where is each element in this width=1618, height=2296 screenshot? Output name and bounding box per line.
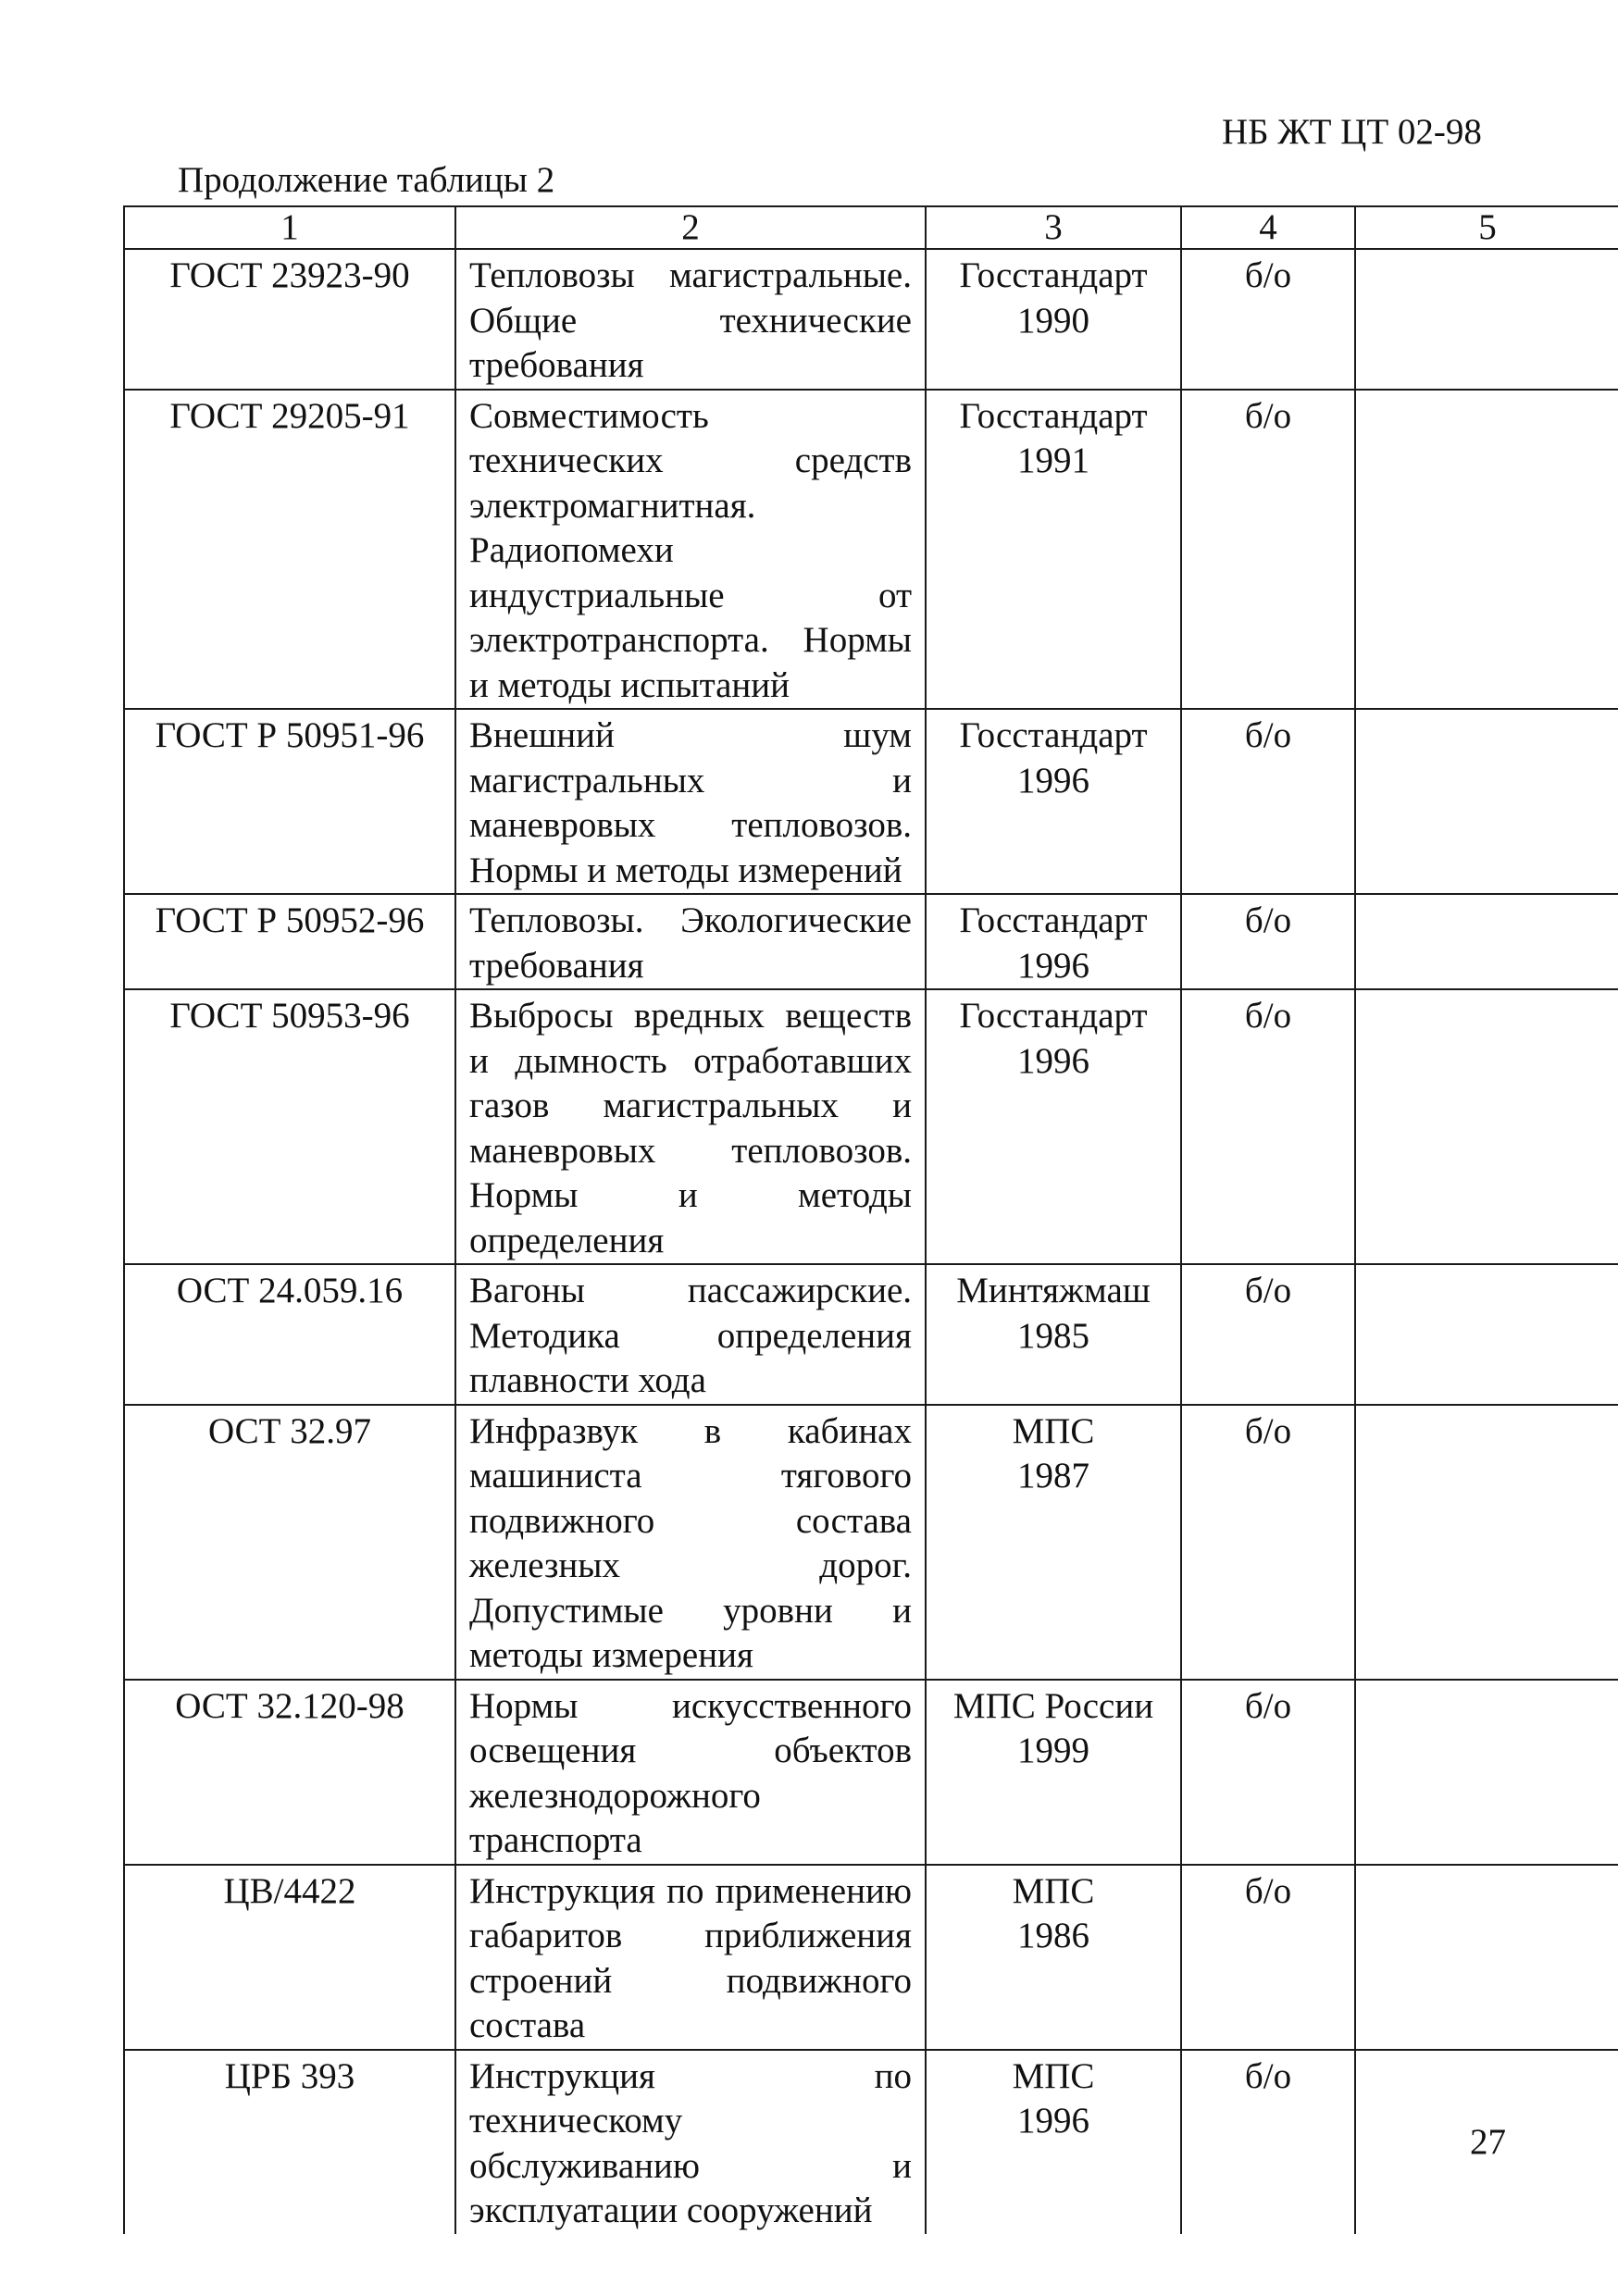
table-row bbox=[124, 249, 1618, 390]
standard-col5 bbox=[1355, 249, 1618, 390]
table-continuation-caption: Продолжение таблицы 2 bbox=[178, 160, 555, 200]
standard-note: б/о bbox=[1181, 2050, 1355, 2234]
standard-title: Нормы искусственного освещения объектов железнодорожного транспорта bbox=[455, 1680, 926, 1865]
standard-issuer bbox=[926, 1264, 1181, 1405]
issuer-name: Госстандарт bbox=[959, 395, 1148, 436]
issue-year: 1996 bbox=[1017, 1040, 1089, 1081]
issuer-name: МПС bbox=[1012, 1410, 1095, 1451]
table-row bbox=[124, 1865, 1618, 2050]
issuer-name: Минтяжмаш bbox=[956, 1271, 1151, 1310]
standard-note: б/о bbox=[1181, 1680, 1355, 1865]
issue-year: 1990 bbox=[1017, 300, 1089, 341]
standard-col5 bbox=[1355, 390, 1618, 710]
standard-issuer bbox=[926, 390, 1181, 710]
standard-note: б/о bbox=[1181, 709, 1355, 894]
standard-title: Выбросы вредных веществ и дымность отработавших газов магистральных и маневровых тепловозов. Нормы и методы определения bbox=[455, 989, 926, 1264]
standard-title: Совместимость технических средств электромагнитная. Радиопомехи индустриальные от электротранспорта. Нормы и методы испытаний bbox=[455, 390, 926, 710]
standard-note: б/о bbox=[1181, 894, 1355, 989]
issuer-name: МПС России bbox=[952, 1685, 1154, 1726]
issue-year: 1991 bbox=[1017, 441, 1089, 480]
standard-note: б/о bbox=[1181, 390, 1355, 710]
standard-code: ЦРБ 393 bbox=[124, 2050, 455, 2234]
issue-year: 1996 bbox=[1017, 2101, 1089, 2141]
standard-issuer bbox=[926, 709, 1181, 894]
issue-year: 1996 bbox=[1017, 945, 1089, 986]
issue-year: 1985 bbox=[1017, 1315, 1089, 1356]
standard-code: ГОСТ 29205-91 bbox=[124, 390, 455, 710]
issuer-name: МПС bbox=[1012, 1870, 1095, 1911]
standard-code: ОСТ 24.059.16 bbox=[124, 1264, 455, 1405]
issue-year: 1999 bbox=[1017, 1731, 1089, 1770]
standard-note: б/о bbox=[1181, 1405, 1355, 1680]
standard-code: ЦВ/4422 bbox=[124, 1865, 455, 2050]
standard-col5 bbox=[1355, 989, 1618, 1264]
column-header-1: 1 bbox=[124, 206, 455, 249]
issue-year: 1986 bbox=[1017, 1916, 1089, 1955]
issuer-name: МПС bbox=[1012, 2055, 1095, 2096]
standard-note: б/о bbox=[1181, 1264, 1355, 1405]
table-header-row bbox=[124, 206, 1618, 249]
standard-issuer bbox=[926, 1405, 1181, 1680]
issuer-name: Госстандарт bbox=[959, 900, 1148, 940]
standard-title: Инфразвук в кабинах машиниста тягового подвижного состава железных дорог. Допустимые уровни и методы измерения bbox=[455, 1405, 926, 1680]
standard-code: ГОСТ Р 50951-96 bbox=[124, 709, 455, 894]
issuer-name: Госстандарт bbox=[959, 996, 1148, 1036]
standard-note: б/о bbox=[1181, 249, 1355, 390]
table-row bbox=[124, 1264, 1618, 1405]
standard-code: ГОСТ 50953-96 bbox=[124, 989, 455, 1264]
standard-code: ОСТ 32.120-98 bbox=[124, 1680, 455, 1865]
standard-col5 bbox=[1355, 1405, 1618, 1680]
column-header-4: 4 bbox=[1181, 206, 1355, 249]
table-row bbox=[124, 709, 1618, 894]
standard-note: б/о bbox=[1181, 989, 1355, 1264]
table-row bbox=[124, 1405, 1618, 1680]
standard-col5 bbox=[1355, 894, 1618, 989]
standard-issuer bbox=[926, 1865, 1181, 2050]
standard-issuer bbox=[926, 2050, 1181, 2234]
standard-col5 bbox=[1355, 1680, 1618, 1865]
standard-issuer bbox=[926, 1680, 1181, 1865]
standard-issuer bbox=[926, 989, 1181, 1264]
standards-table bbox=[123, 205, 1618, 2234]
column-header-3: 3 bbox=[926, 206, 1181, 249]
table-row bbox=[124, 989, 1618, 1264]
standard-title: Инструкция по техническому обслуживанию и эксплуатации сооружений bbox=[455, 2050, 926, 2234]
standard-col5 bbox=[1355, 1865, 1618, 2050]
document-code: НБ ЖТ ЦТ 02-98 bbox=[1222, 112, 1482, 152]
standard-code: ГОСТ Р 50952-96 bbox=[124, 894, 455, 989]
issue-year: 1996 bbox=[1017, 760, 1089, 800]
column-header-2: 2 bbox=[455, 206, 926, 249]
standard-title: Внешний шум магистральных и маневровых тепловозов. Нормы и методы измерений bbox=[455, 709, 926, 894]
issue-year: 1987 bbox=[1017, 1456, 1089, 1496]
standard-col5 bbox=[1355, 709, 1618, 894]
table-row bbox=[124, 390, 1618, 710]
standard-code: ОСТ 32.97 bbox=[124, 1405, 455, 1680]
standard-title: Тепловозы. Экологические требования bbox=[455, 894, 926, 989]
table-row bbox=[124, 894, 1618, 989]
table-row bbox=[124, 1680, 1618, 1865]
standard-title: Инструкция по применению габаритов приближения строений подвижного состава bbox=[455, 1865, 926, 2050]
issuer-name: Госстандарт bbox=[959, 715, 1148, 755]
standard-title: Тепловозы магистральные. Общие технические требования bbox=[455, 249, 926, 390]
table-row bbox=[124, 2050, 1618, 2234]
issuer-name: Госстандарт bbox=[959, 255, 1148, 295]
standard-issuer bbox=[926, 249, 1181, 390]
standard-code: ГОСТ 23923-90 bbox=[124, 249, 455, 390]
page-number: 27 bbox=[1470, 2122, 1506, 2162]
standard-note: б/о bbox=[1181, 1865, 1355, 2050]
standard-title: Вагоны пассажирские. Методика определения плавности хода bbox=[455, 1264, 926, 1405]
standard-issuer bbox=[926, 894, 1181, 989]
standard-col5 bbox=[1355, 1264, 1618, 1405]
column-header-5: 5 bbox=[1355, 206, 1618, 249]
